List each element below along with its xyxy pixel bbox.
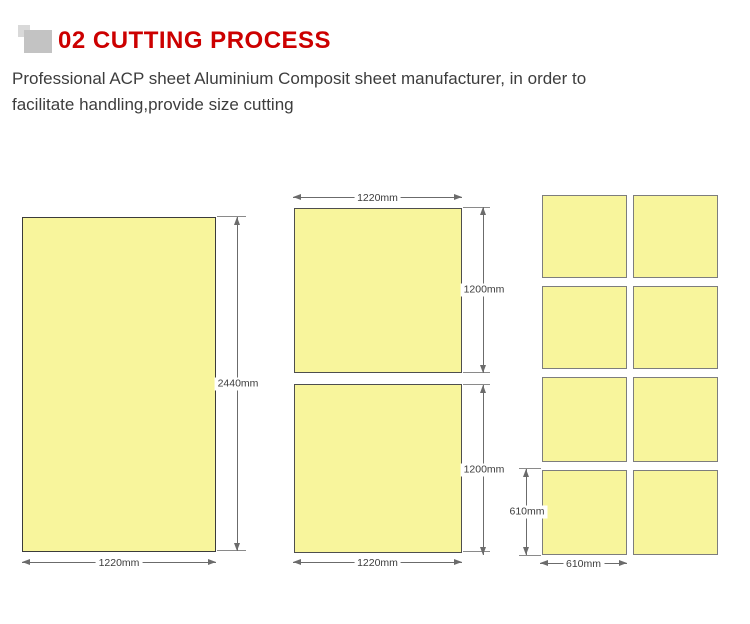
dimension-label: 610mm: [506, 506, 547, 519]
dimension-label: 1220mm: [354, 192, 401, 205]
description-text: Professional ACP sheet Aluminium Composit sheet manufacturer, in order to: [12, 69, 587, 88]
half-sheet: [294, 208, 462, 373]
dimension-label: 1220mm: [354, 557, 401, 570]
dimension-label: 1200mm: [461, 284, 508, 297]
quarter-sheet: [633, 195, 718, 278]
extension-line: [217, 550, 246, 551]
half-sheet-bottom-width-dimension: [293, 557, 462, 569]
quarter-sheet: [542, 470, 627, 555]
extension-line: [519, 555, 541, 556]
dimension-label: 1200mm: [461, 464, 508, 477]
full-sheet-width-dimension: [22, 557, 216, 569]
quarter-sheet: [542, 377, 627, 462]
quarter-sheet: [542, 286, 627, 369]
quarter-sheet-height-dimension: [509, 469, 545, 555]
full-sheet-height-dimension: [217, 217, 259, 551]
dimension-label: 1220mm: [96, 557, 143, 570]
quarter-sheet-grid: [542, 195, 718, 555]
quarter-sheet-width-dimension: [540, 558, 627, 570]
quarter-sheet: [633, 286, 718, 369]
quarter-sheet: [542, 195, 627, 278]
quarter-sheet: [633, 470, 718, 555]
quarter-sheet: [633, 377, 718, 462]
extension-line: [217, 216, 246, 217]
half-sheet-top-height-dimension: [463, 207, 505, 373]
dimension-label: 2440mm: [215, 378, 262, 391]
description-text: facilitate handling,provide size cutting: [12, 95, 294, 114]
half-sheet-bottom-height-dimension: [463, 385, 505, 555]
half-sheet-top-width-dimension: [293, 192, 462, 204]
dimension-label: 610mm: [563, 558, 604, 571]
full-sheet: [22, 217, 216, 552]
half-sheet: [294, 384, 462, 553]
page-title: 02 CUTTING PROCESS: [58, 27, 332, 54]
